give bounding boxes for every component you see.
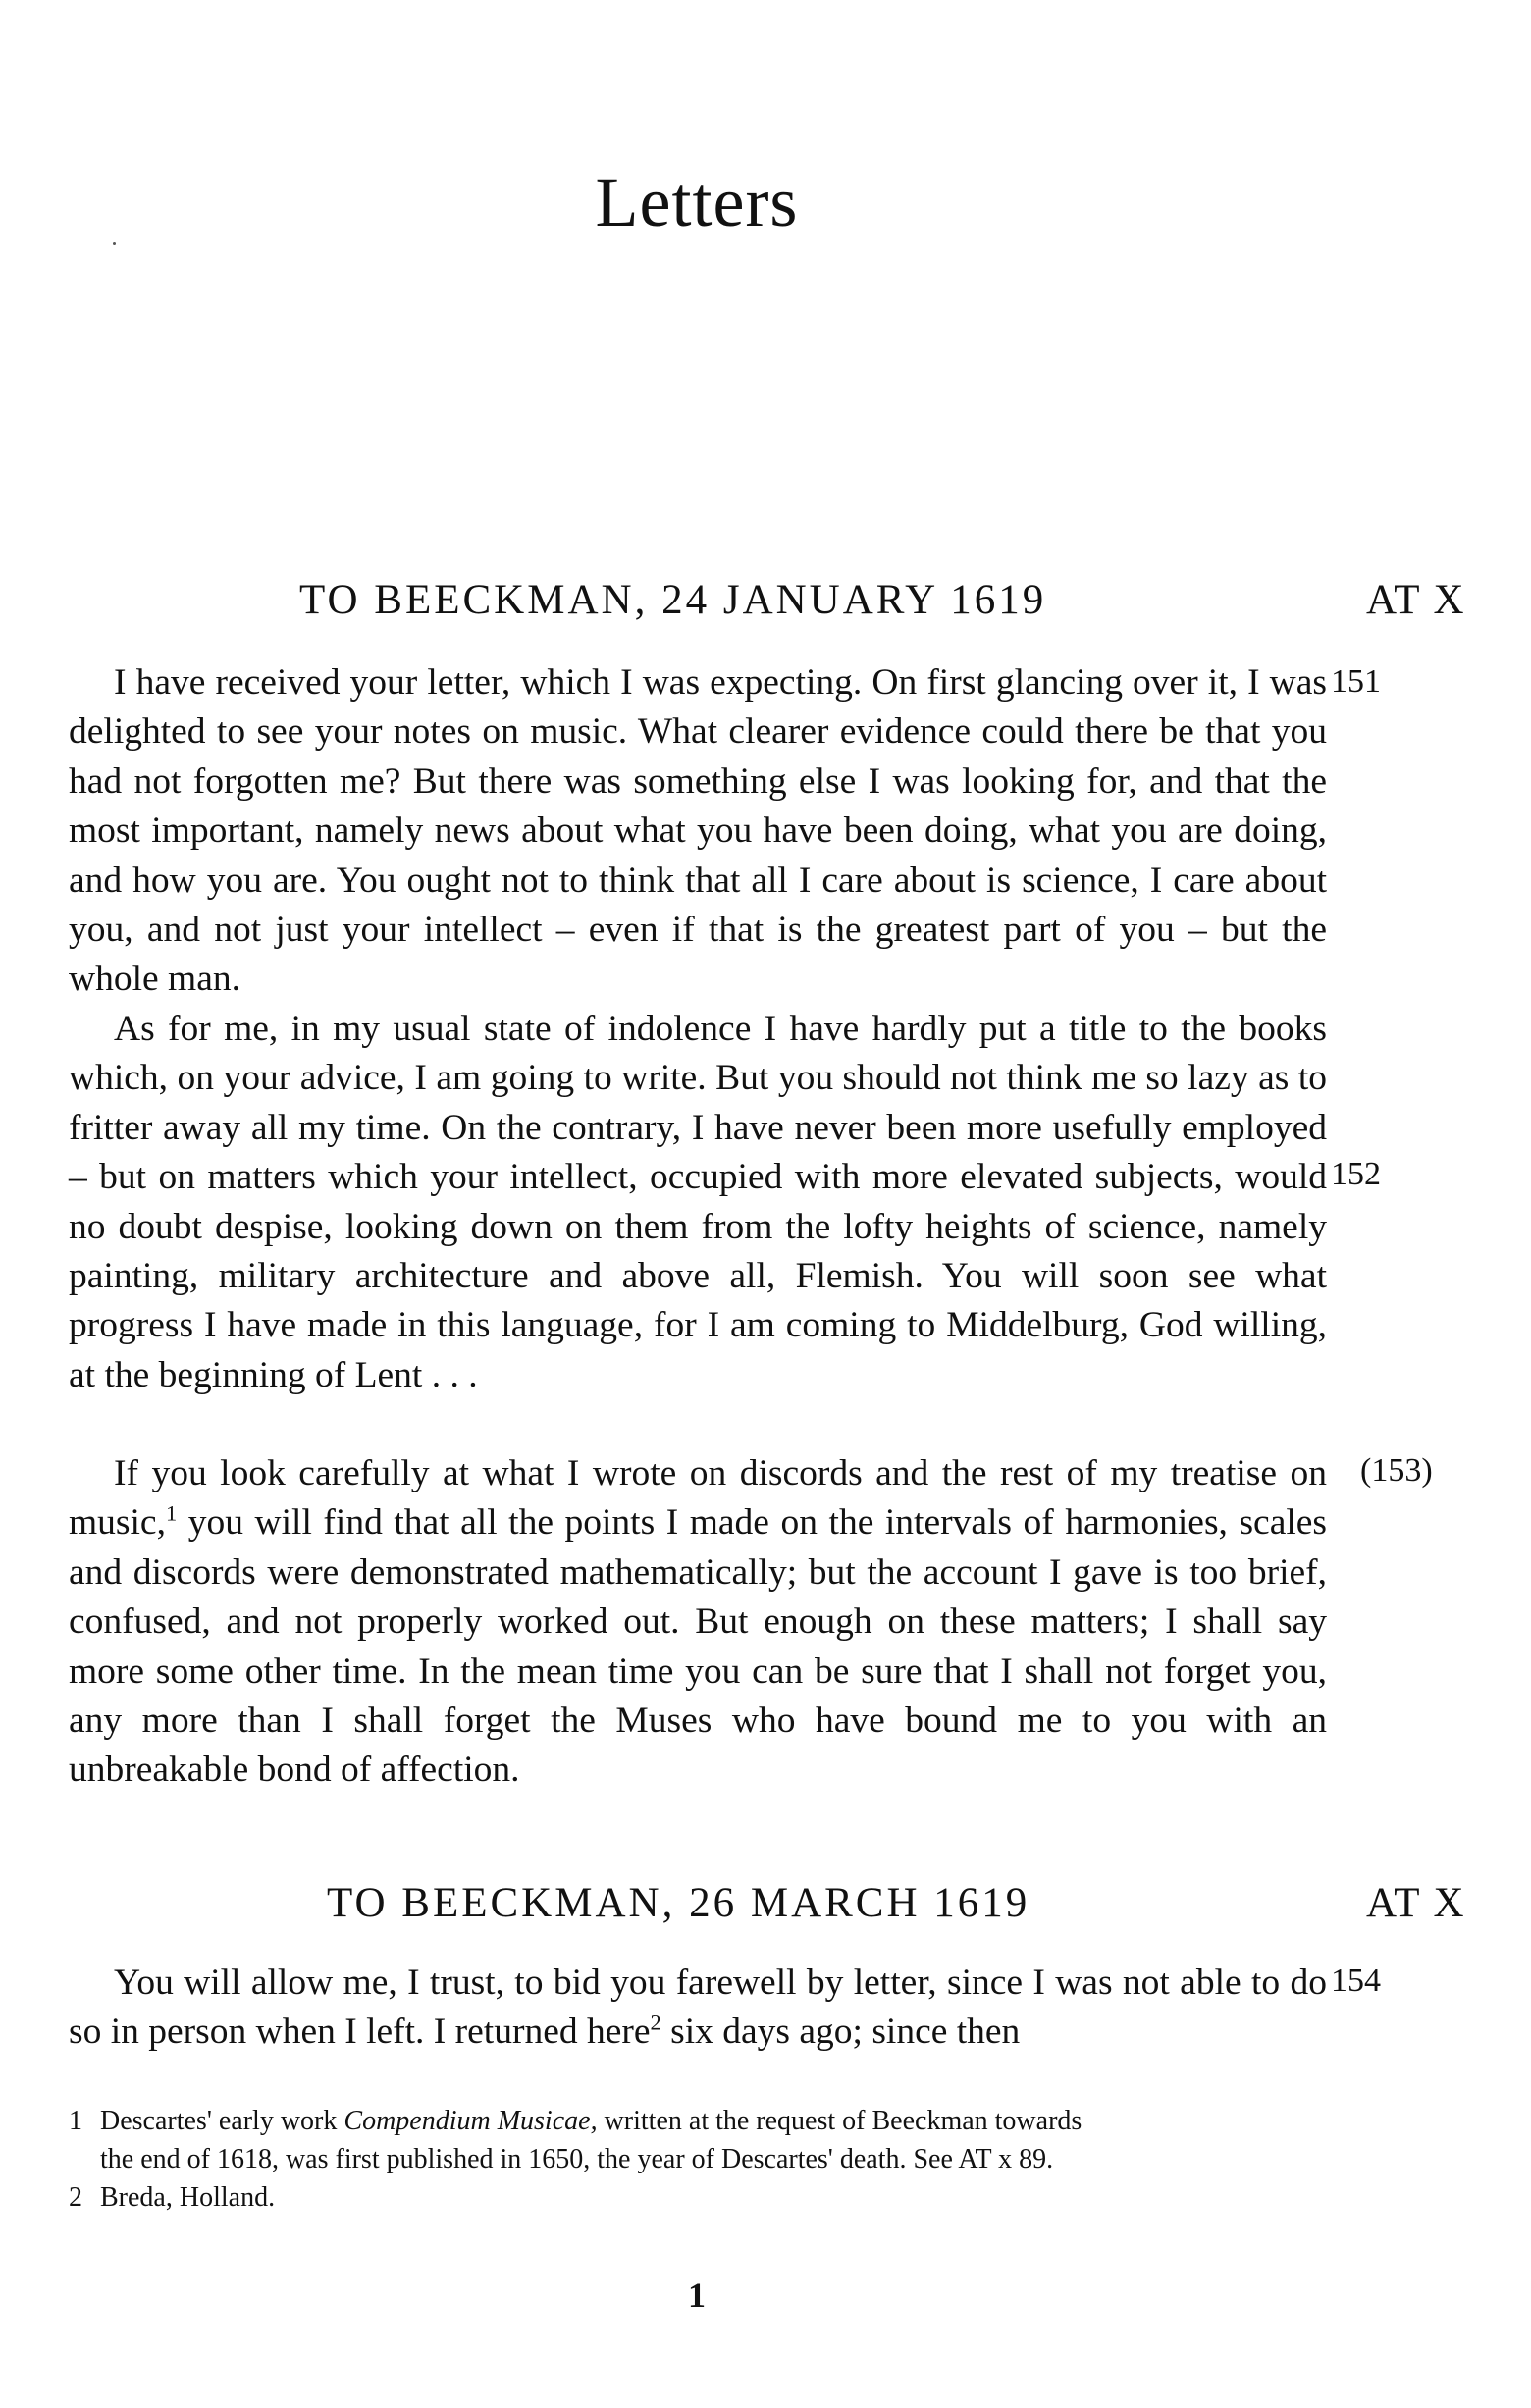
letter-2-text-a: You will allow me, I trust, to bid you farewell by letter, since I was not able to do so in person when I left. I returned here — [69, 1963, 1327, 2053]
letter-2-paragraph-1 — [69, 1959, 1327, 2058]
stray-mark — [113, 242, 116, 245]
margin-page-154: 154 — [1331, 1963, 1381, 1999]
paragraph-3-text-a: If you look carefully at what I wrote on discords and the rest of my treatise on music, — [69, 1453, 1327, 1544]
footnote-1-text-a: Descartes' early work — [100, 2106, 344, 2136]
paragraph-3-text-b: you will find that all the points I made on the intervals of harmonies, scales and discords were demonstrated mathematically; but the account I gave is too brief, confused, and not properly worked out. But enough on these matters; I shall say more some other time. In the mean time you can be sure that I shall not forget you, any more than I shall forget the Muses who have bound me to you with an unbreakable bond of affection. — [69, 1502, 1327, 1791]
footnotes — [69, 2102, 1327, 2217]
letter-ref-1: AT X — [1366, 577, 1466, 623]
margin-page-153: (153) — [1360, 1452, 1433, 1489]
letter-heading-1: TO BEECKMAN, 24 JANUARY 1619 — [299, 577, 1047, 623]
letter-2-text-b: six days ago; since then — [660, 2012, 1021, 2053]
margin-page-151: 151 — [1331, 663, 1381, 700]
letter-heading-2: TO BEECKMAN, 26 MARCH 1619 — [327, 1880, 1030, 1926]
letter-1-paragraph-1: I have received your letter, which I was expecting. On first glancing over it, I was delighted to see your notes on music. What clearer evidence could there be that you had not forgotten me? But there was something else I was looking for, and that the most important, namely news about what you have been doing, what you are doing, and how you are. You ought not to think that all I care about is science, I care about you, and not just your intellect – even if that is the greatest part of you – but the whole man. — [69, 662, 1327, 1000]
footnote-1-text-b: written at the request of Beeckman towards — [597, 2106, 1082, 2136]
footnote-ref-1: 1 — [165, 1500, 178, 1526]
letter-1-paragraph-3 — [69, 1449, 1327, 1796]
letter-1-paragraph-2: As for me, in my usual state of indolence I have hardly put a title to the books which, on your advice, I am going to write. But you should not think me so lazy as to fritter away all my time. On the contrary, I have never been more usefully employed – but on matters which your intellect, occupied with more elevated subjects, would no doubt despise, looking down on them from the lofty heights of science, namely painting, military architecture and above all, Flemish. You will soon see what progress I have made in this language, for I am coming to Middelburg, God willing, at the beginning of Lent . . . — [69, 1009, 1327, 1395]
page-number: 1 — [688, 2276, 706, 2315]
chapter-title: Letters — [595, 163, 799, 241]
footnote-2-number: 2 — [69, 2182, 82, 2213]
footnote-1 — [69, 2102, 1327, 2140]
footnote-1-number: 1 — [69, 2106, 82, 2136]
footnote-ref-2: 2 — [650, 2010, 661, 2035]
footnote-2-text: Breda, Holland. — [100, 2182, 276, 2213]
footnote-1-title: Compendium Musicae, — [343, 2106, 598, 2136]
footnote-2 — [69, 2178, 1327, 2217]
letter-ref-2: AT X — [1366, 1880, 1466, 1926]
margin-page-152: 152 — [1331, 1156, 1381, 1192]
footnote-1-continuation: the end of 1618, was first published in 1650, the year of Descartes' death. See AT x 89. — [100, 2144, 1054, 2174]
